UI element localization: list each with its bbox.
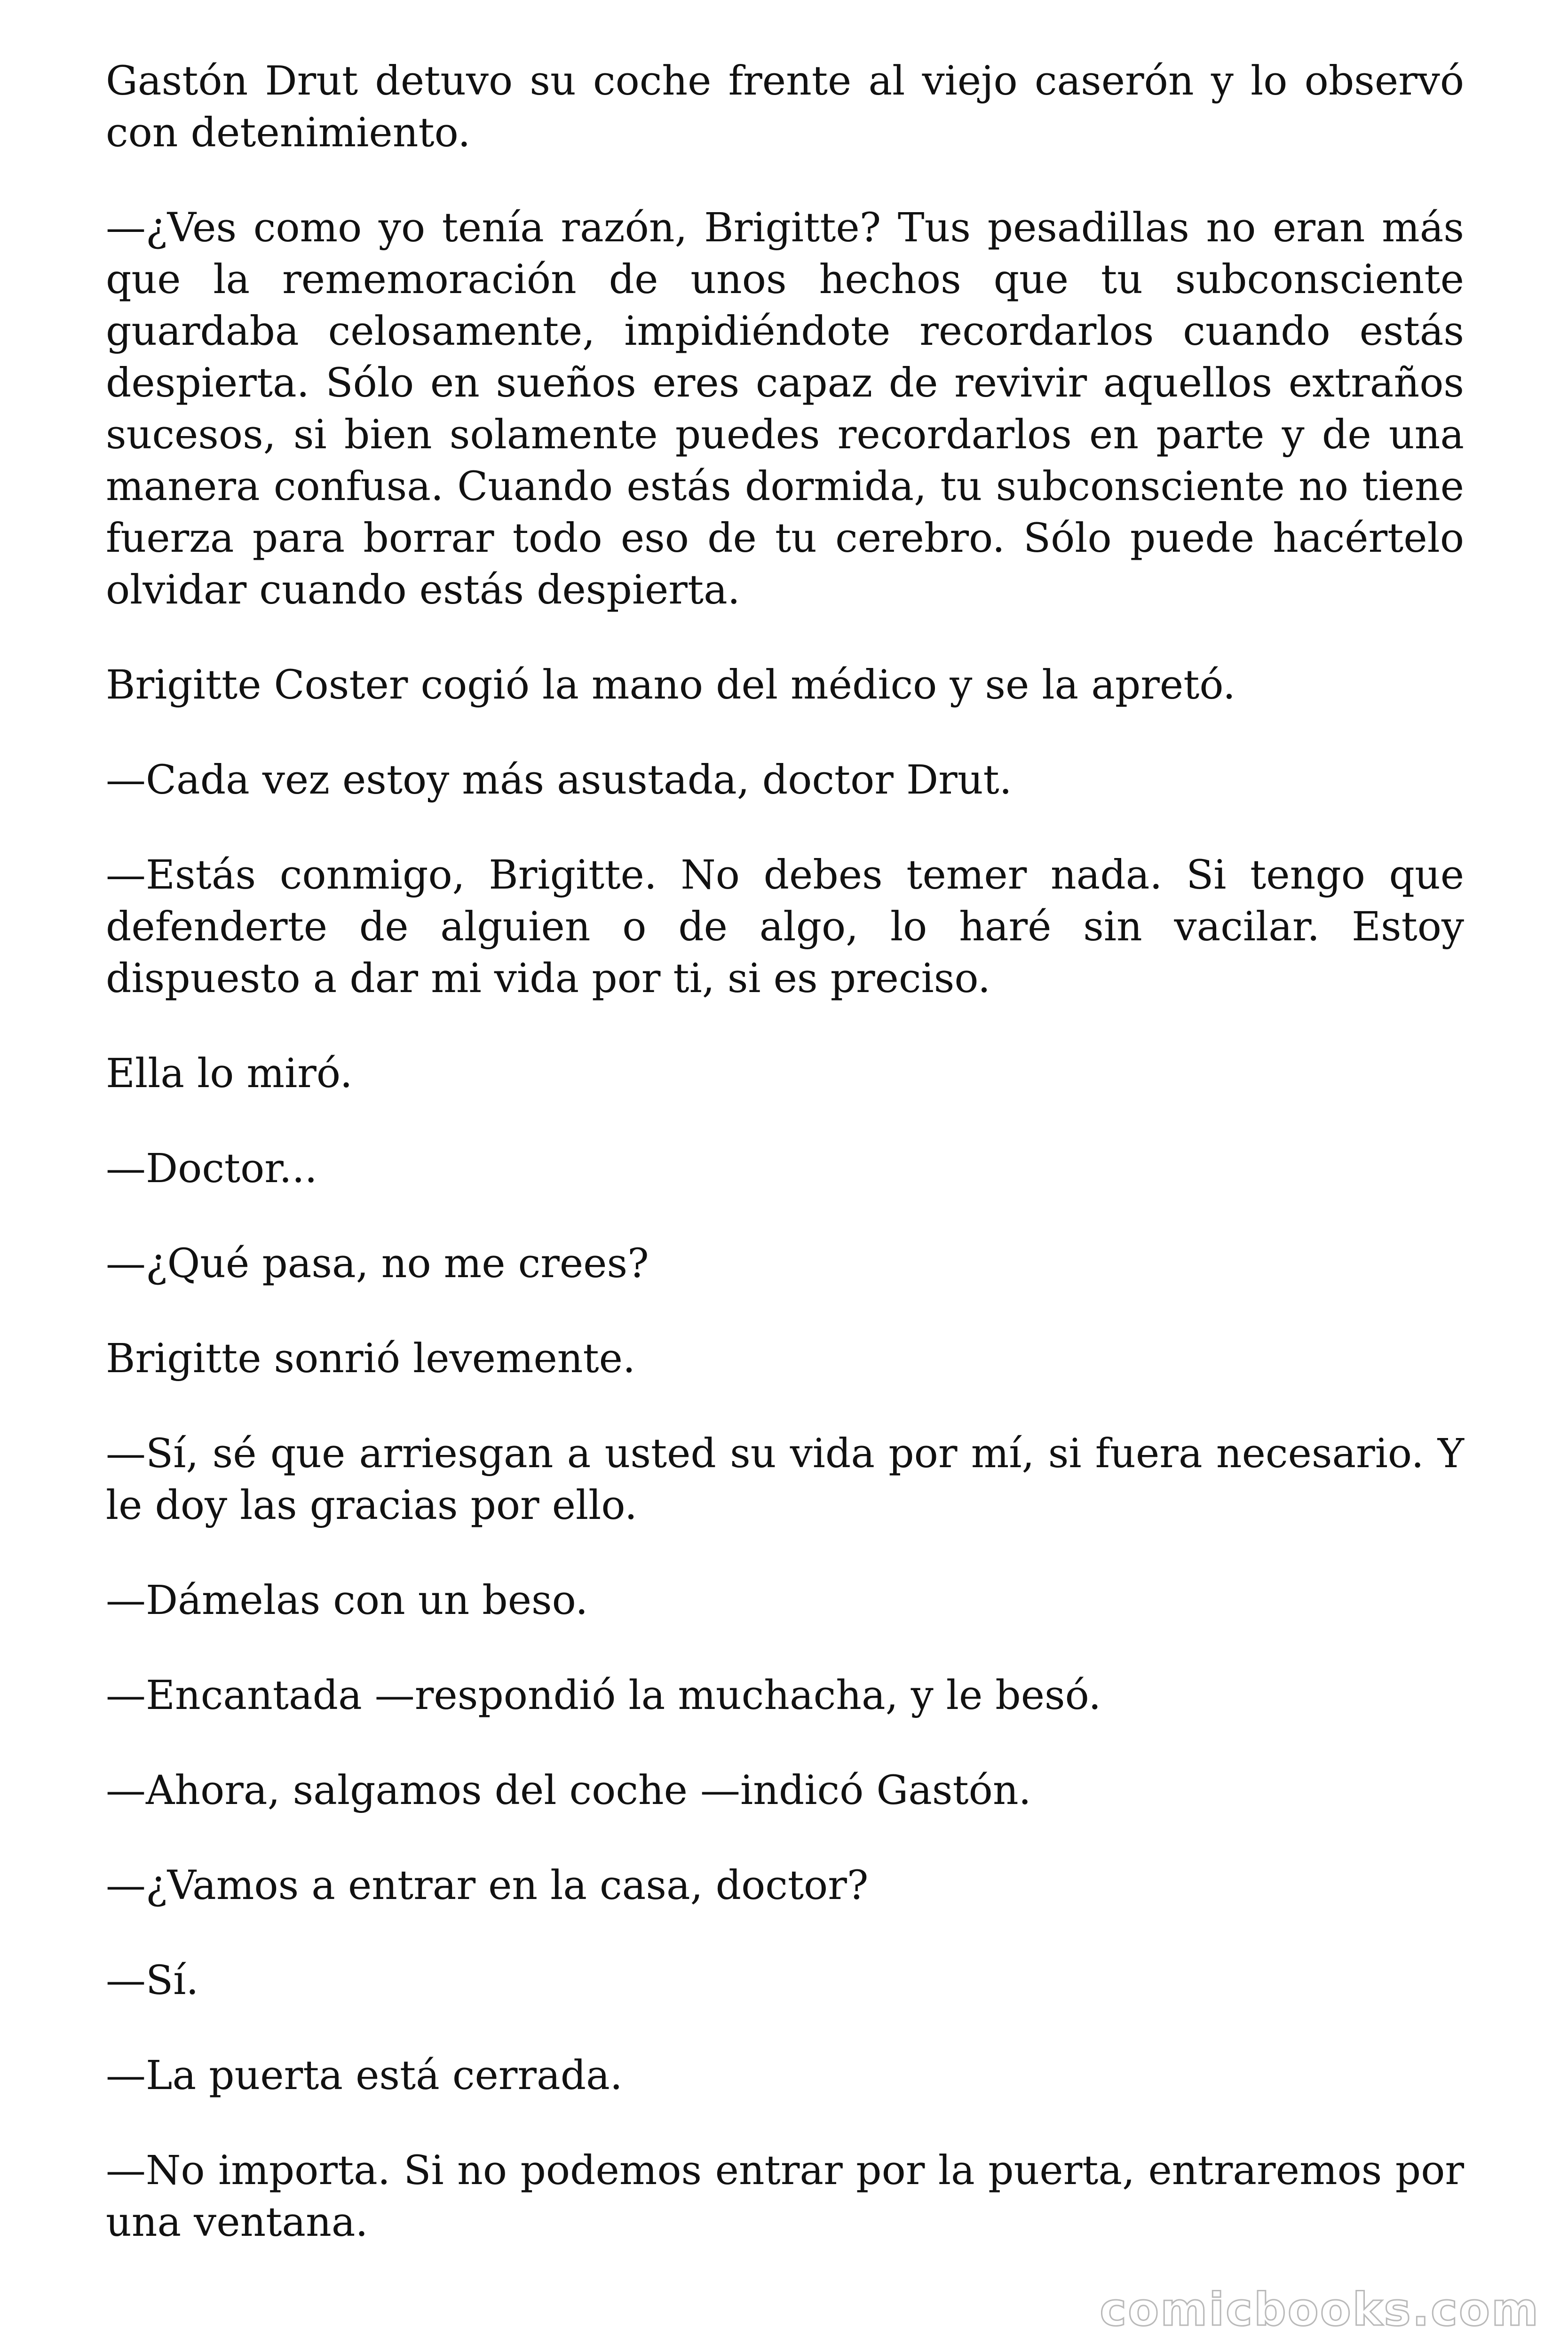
paragraph-4: —Cada vez estoy más asustada, doctor Drut.: [106, 757, 1012, 803]
paragraph-12: —Encantada —respondió la muchacha, y le besó.: [106, 1672, 1101, 1719]
watermark: comicbooks.com: [1100, 2283, 1540, 2336]
paragraph-5: —Estás conmigo, Brigitte. No debes temer nada. Si tengo que defenderte de alguien o de algo, lo haré sin vacilar. Estoy dispuesto a dar mi vida por ti, si es preciso.: [106, 852, 1464, 1002]
paragraph-7: —Doctor...: [106, 1145, 317, 1192]
paragraph-17: —No importa. Si no podemos entrar por la puerta, entraremos por una ventana.: [106, 2147, 1464, 2246]
paragraph-9: Brigitte sonrió levemente.: [106, 1335, 636, 1382]
paragraph-14: —¿Vamos a entrar en la casa, doctor?: [106, 1862, 869, 1909]
paragraph-3: Brigitte Coster cogió la mano del médico y se la apretó.: [106, 662, 1236, 708]
paragraph-1: Gastón Drut detuvo su coche frente al viejo caserón y lo observó con detenimiento.: [106, 58, 1464, 156]
paragraph-2: —¿Ves como yo tenía razón, Brigitte? Tus pesadillas no eran más que la rememoración de unos hechos que tu subconsciente guardaba celosamente, impidiéndote recordarlos cuando estás despierta. Sólo en sueños eres capaz de revivir aquellos extraños sucesos, si bien solamente puedes recordarlos en parte y de una manera confusa. Cuando estás dormida, tu subconsciente no tiene fuerza para borrar todo eso de tu cerebro. Sólo puede hacértelo olvidar cuando estás despierta.: [106, 205, 1464, 613]
paragraph-10: —Sí, sé que arriesgan a usted su vida por mí, si fuera necesario. Y le doy las gracias por ello.: [106, 1430, 1464, 1529]
paragraph-11: —Dámelas con un beso.: [106, 1577, 588, 1624]
paragraph-13: —Ahora, salgamos del coche —indicó Gastón.: [106, 1767, 1031, 1814]
paragraph-15: —Sí.: [106, 1957, 199, 2004]
paragraph-8: —¿Qué pasa, no me crees?: [106, 1240, 649, 1287]
paragraph-6: Ella lo miró.: [106, 1050, 353, 1097]
paragraph-16: —La puerta está cerrada.: [106, 2052, 623, 2099]
text-column: [106, 56, 1464, 2249]
